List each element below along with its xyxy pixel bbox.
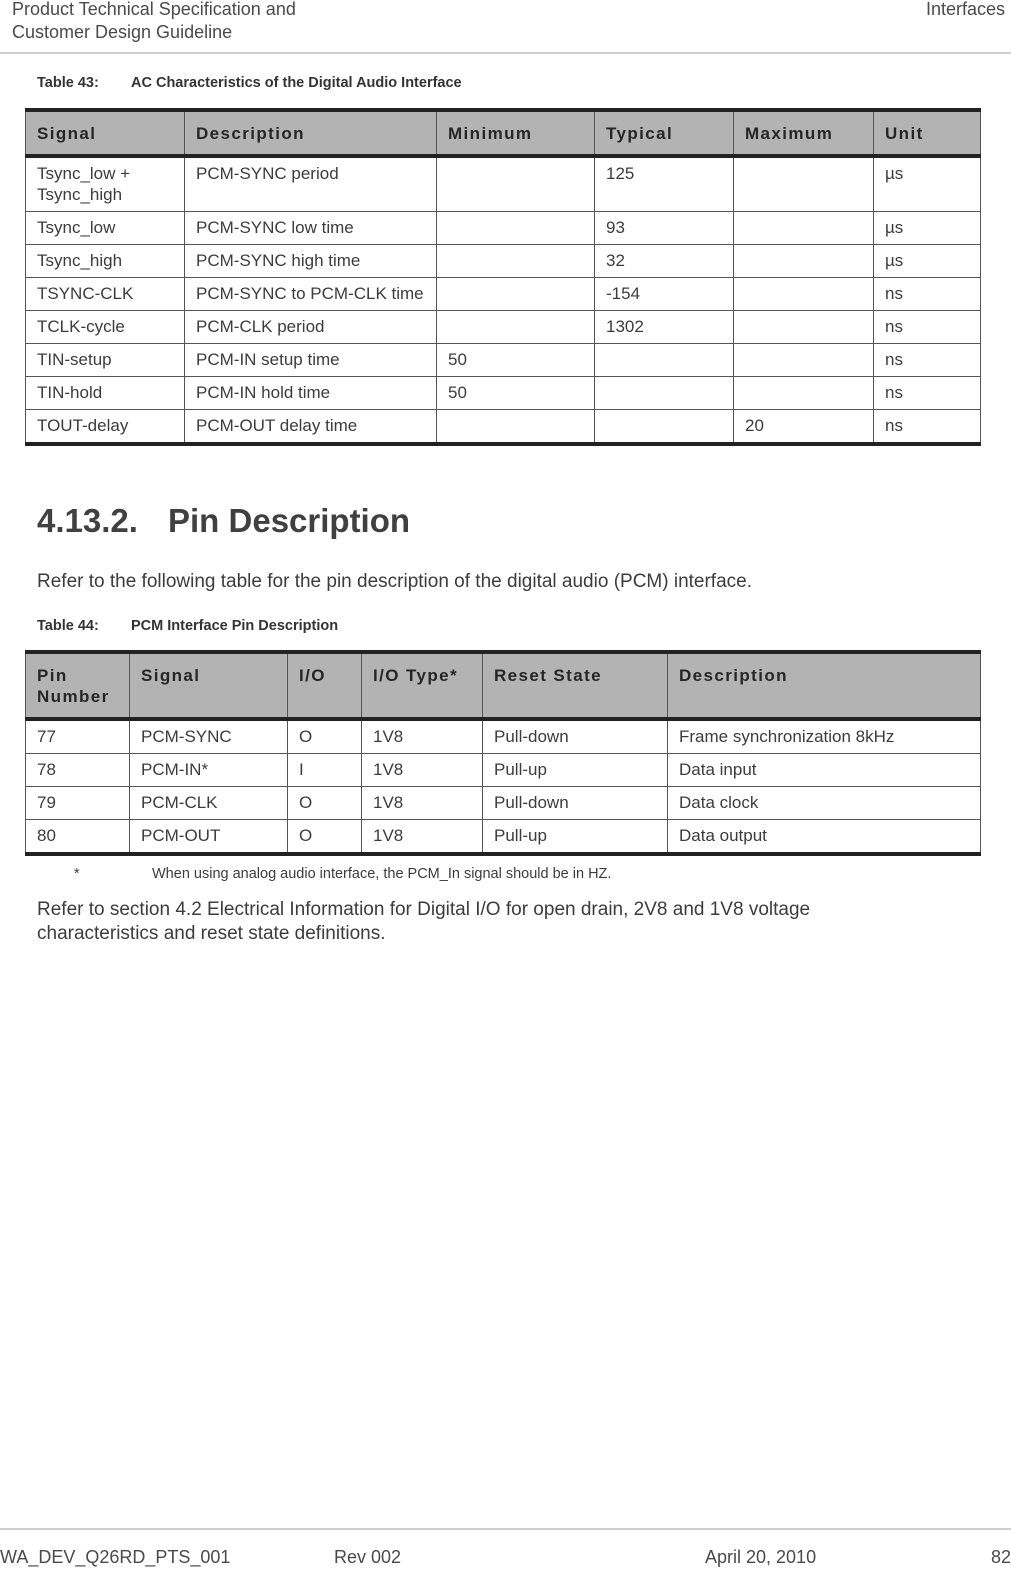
header-section-name: Interfaces (925, 0, 1005, 19)
table-cell: PCM-SYNC low time (185, 212, 437, 245)
table-cell: ns (874, 410, 981, 445)
table-cell: O (288, 719, 362, 754)
table-cell: TIN-hold (26, 377, 185, 410)
table-cell: PCM-SYNC high time (185, 245, 437, 278)
table-cell: Frame synchronization 8kHz (668, 719, 981, 754)
table-cell: PCM-OUT (130, 820, 288, 855)
footer-page-number: 82 (990, 1547, 1011, 1567)
table-cell: 125 (595, 156, 734, 212)
table-cell: 78 (26, 754, 130, 787)
table-cell: PCM-SYNC to PCM-CLK time (185, 278, 437, 311)
table-cell: µs (874, 156, 981, 212)
table43-ac-characteristics (25, 108, 981, 446)
table-cell: Data input (668, 754, 981, 787)
table-cell (437, 278, 595, 311)
table-cell: ns (874, 344, 981, 377)
table-cell: 80 (26, 820, 130, 855)
document-title-line2: Customer Design Guideline (12, 22, 233, 42)
table-cell (437, 245, 595, 278)
table-row (26, 820, 981, 855)
table-cell: PCM-IN* (130, 754, 288, 787)
table-cell: 1V8 (362, 754, 483, 787)
table-cell (595, 344, 734, 377)
table-cell (734, 245, 874, 278)
document-title-line1: Product Technical Specification and (12, 0, 296, 19)
table-cell: Pull-down (483, 719, 668, 754)
table44-header-row (26, 652, 981, 719)
table-cell: 1V8 (362, 787, 483, 820)
table-cell: 50 (437, 377, 595, 410)
table44-pcm-pin-description (25, 650, 981, 856)
table-row (26, 344, 981, 377)
column-header: Description (185, 110, 437, 156)
table-cell: O (288, 820, 362, 855)
table-cell: 20 (734, 410, 874, 445)
table-cell: ns (874, 278, 981, 311)
table-cell: 1302 (595, 311, 734, 344)
table-cell: TOUT-delay (26, 410, 185, 445)
table-row (26, 245, 981, 278)
section-heading (37, 502, 410, 540)
table44-title: PCM Interface Pin Description (131, 618, 339, 634)
table-cell (437, 212, 595, 245)
closing-paragraph: Refer to section 4.2 Electrical Information for Digital I/O for open drain, 2V8 and 1V8 voltage characteristics and reset state definitions. (37, 899, 811, 944)
table43-number: Table 43: (37, 75, 99, 91)
column-header: Signal (130, 652, 288, 719)
table-cell (437, 410, 595, 445)
table-cell: 77 (26, 719, 130, 754)
table-cell: µs (874, 212, 981, 245)
table43-caption (37, 75, 462, 91)
table-cell: Pull-down (483, 787, 668, 820)
table-row (26, 156, 981, 212)
table-cell: PCM-SYNC (130, 719, 288, 754)
table-cell: 1V8 (362, 719, 483, 754)
footnote-marker: * (74, 866, 80, 882)
table-row (26, 719, 981, 754)
column-header: Pin Number (26, 652, 130, 719)
table-cell: Pull-up (483, 820, 668, 855)
page-header (0, 0, 1011, 54)
table-cell: O (288, 787, 362, 820)
column-header: Reset State (483, 652, 668, 719)
column-header: Typical (595, 110, 734, 156)
table-cell: PCM-CLK (130, 787, 288, 820)
table-cell (734, 278, 874, 311)
table-cell: TSYNC-CLK (26, 278, 185, 311)
table-cell (734, 344, 874, 377)
table-cell: PCM-OUT delay time (185, 410, 437, 445)
table-row (26, 754, 981, 787)
table-row (26, 787, 981, 820)
table-cell (734, 156, 874, 212)
table-cell: Pull-up (483, 754, 668, 787)
table44-number: Table 44: (37, 618, 99, 634)
table-cell (734, 377, 874, 410)
table-cell: PCM-IN hold time (185, 377, 437, 410)
column-header: I/O Type* (362, 652, 483, 719)
table-cell: Data output (668, 820, 981, 855)
table-cell: Tsync_low + Tsync_high (26, 156, 185, 212)
table-cell: µs (874, 245, 981, 278)
table43-title: AC Characteristics of the Digital Audio Interface (131, 75, 462, 91)
footer-doc-id: WA_DEV_Q26RD_PTS_001 (0, 1547, 231, 1567)
page-footer (0, 1528, 1011, 1585)
footer-revision: Rev 002 (334, 1547, 402, 1567)
table-cell (734, 212, 874, 245)
column-header: Maximum (734, 110, 874, 156)
table-row (26, 377, 981, 410)
table-cell: PCM-SYNC period (185, 156, 437, 212)
section-title: Pin Description (168, 502, 411, 539)
table-cell: ns (874, 311, 981, 344)
table-row (26, 311, 981, 344)
table-cell: -154 (595, 278, 734, 311)
table-cell: PCM-CLK period (185, 311, 437, 344)
footer-date: April 20, 2010 (705, 1547, 817, 1567)
table-cell (595, 377, 734, 410)
table-cell (437, 156, 595, 212)
table-row (26, 410, 981, 445)
table-cell: 93 (595, 212, 734, 245)
table-cell: Tsync_low (26, 212, 185, 245)
table-cell: 32 (595, 245, 734, 278)
table-cell: 50 (437, 344, 595, 377)
table44-footnote (74, 866, 611, 882)
footnote-text: When using analog audio interface, the PCM_In signal should be in HZ. (152, 866, 612, 882)
table-cell: ns (874, 377, 981, 410)
column-header: Unit (874, 110, 981, 156)
table-cell (734, 311, 874, 344)
table-row (26, 278, 981, 311)
table43-header-row (26, 110, 981, 156)
document-title (12, 0, 296, 44)
section-number: 4.13.2. (37, 502, 138, 539)
table44-caption (37, 618, 338, 634)
column-header: I/O (288, 652, 362, 719)
table-cell: PCM-IN setup time (185, 344, 437, 377)
table-cell: 1V8 (362, 820, 483, 855)
table-cell: Tsync_high (26, 245, 185, 278)
table-cell (437, 311, 595, 344)
table-cell: 79 (26, 787, 130, 820)
column-header: Signal (26, 110, 185, 156)
table-cell: Data clock (668, 787, 981, 820)
table-cell: I (288, 754, 362, 787)
table-row (26, 212, 981, 245)
column-header: Description (668, 652, 981, 719)
table-cell: TIN-setup (26, 344, 185, 377)
section-intro-paragraph: Refer to the following table for the pin description of the digital audio (PCM) interface. (37, 571, 752, 592)
column-header: Minimum (437, 110, 595, 156)
table-cell (595, 410, 734, 445)
table-cell: TCLK-cycle (26, 311, 185, 344)
